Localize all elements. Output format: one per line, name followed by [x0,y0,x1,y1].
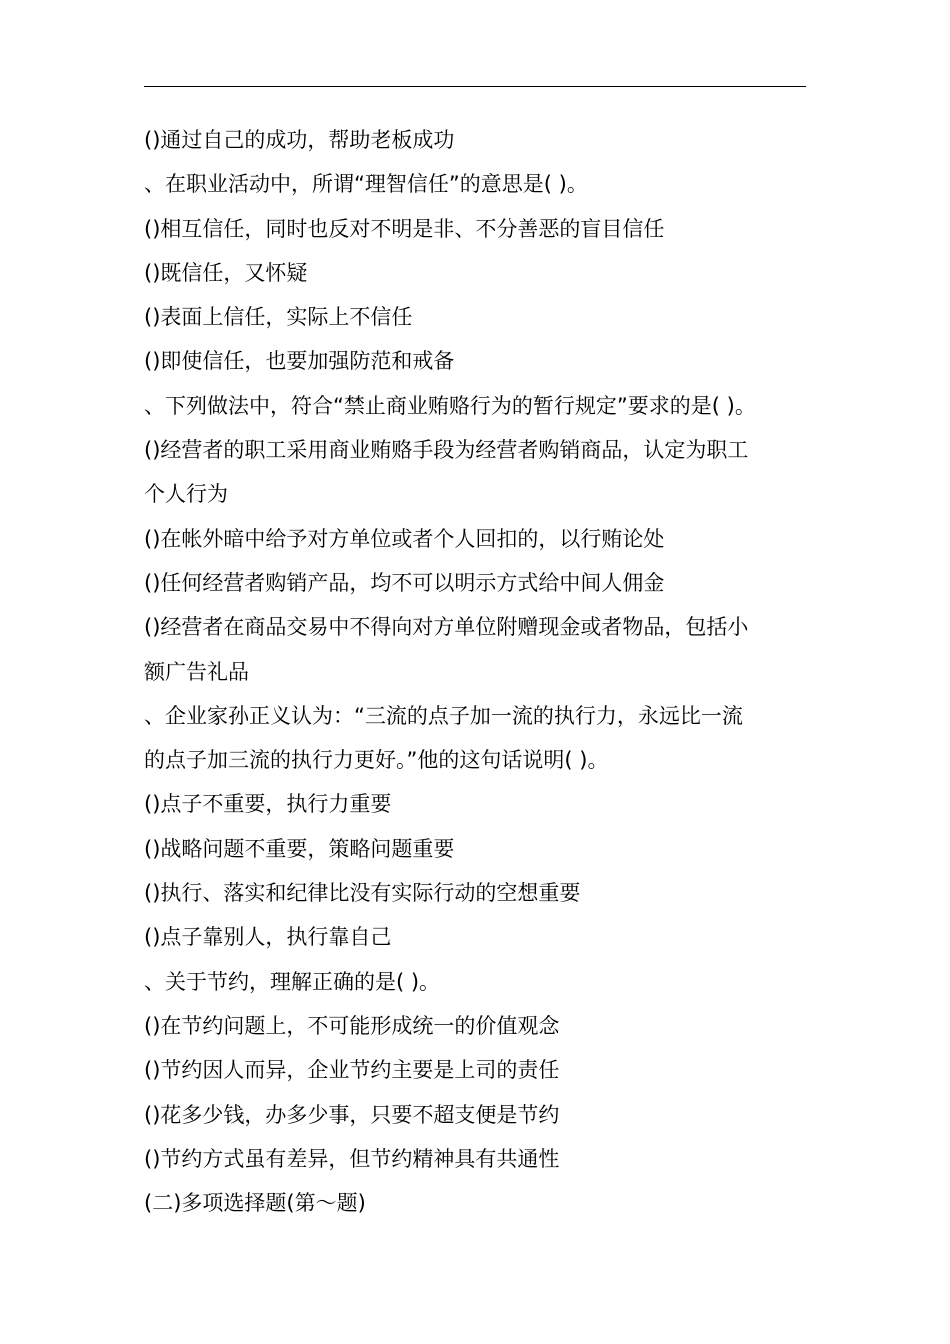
option-line: ()点子靠别人，执行靠自己 [144,925,392,950]
question-line: 、关于节约，理解正确的是( )。 [144,969,441,994]
option-line: ()节约方式虽有差异，但节约精神具有共通性 [144,1146,560,1171]
question-line: 、下列做法中，符合“禁止商业贿赂行为的暂行规定”要求的是( )。 [144,393,756,418]
option-line: ()花多少钱，办多少事，只要不超支便是节约 [144,1102,560,1127]
option-line: ()在节约问题上，不可能形成统一的价值观念 [144,1013,560,1038]
option-line: ()相互信任，同时也反对不明是非、不分善恶的盲目信任 [144,216,665,241]
option-line-continuation: 额广告礼品 [144,659,249,684]
option-line: ()战略问题不重要，策略问题重要 [144,836,455,861]
option-line: ()任何经营者购销产品，均不可以明示方式给中间人佣金 [144,570,665,595]
option-line: ()在帐外暗中给予对方单位或者个人回扣的，以行贿论处 [144,526,665,551]
question-line: 、在职业活动中，所谓“理智信任”的意思是( )。 [144,172,588,197]
option-line: ()点子不重要，执行力重要 [144,792,392,817]
question-line-continuation: 的点子加三流的执行力更好。”他的这句话说明( )。 [144,748,609,773]
option-line: ()既信任，又怀疑 [144,260,308,285]
section-heading: (二)多项选择题(第～题) [144,1191,366,1216]
option-line: ()节约因人而异，企业节约主要是上司的责任 [144,1058,560,1083]
option-line: ()即使信任，也要加强防范和戒备 [144,349,455,374]
option-line: ()经营者在商品交易中不得向对方单位附赠现金或者物品，包括小 [144,615,749,640]
document-body [144,118,816,1225]
option-line: ()通过自己的成功，帮助老板成功 [144,128,455,152]
option-line: ()经营者的职工采用商业贿赂手段为经营者购销商品，认定为职工 [144,438,749,463]
option-line-continuation: 个人行为 [144,482,228,507]
question-line: 、企业家孙正义认为：“三流的点子加一流的执行力，永远比一流 [144,703,743,728]
option-line: ()执行、落实和纪律比没有实际行动的空想重要 [144,881,581,906]
header-rule [144,86,806,87]
option-line: ()表面上信任，实际上不信任 [144,305,413,330]
